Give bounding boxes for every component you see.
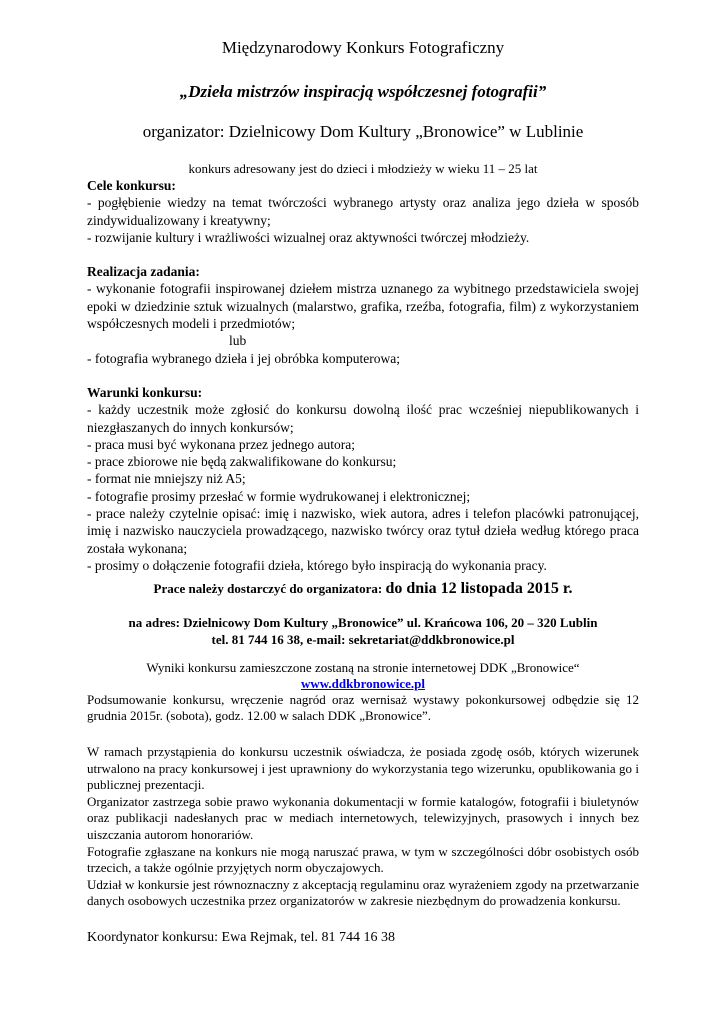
rules-block — [87, 744, 639, 910]
results-text: Wyniki konkursu zamieszczone zostaną na stronie internetowej DDK „Bronowice“ — [146, 660, 580, 675]
task-item: - wykonanie fotografii inspirowanej dziełem mistrza uznanego za wybitnego przedstawiciela swojej epoki w dziedzinie sztuk wizualnych (malarstwo, grafika, rzeźba, fotografia, film) z wykorzystaniem współczesnych modeli i przedmiotów; — [87, 281, 639, 332]
goal-item: - rozwijanie kultury i wrażliwości wizualnej oraz aktywności twórczej młodzieży. — [87, 229, 530, 245]
goal-item: - pogłębienie wiedzy na temat twórczości wybranego artysty oraz analiza jego dzieła w sposób zindywidualizowany i kreatywny; — [87, 195, 639, 228]
task-item: - fotografia wybranego dzieła i jej obróbka komputerowa; — [87, 350, 401, 366]
contact-line: tel. 81 744 16 38, e-mail: sekretariat@ddkbronowice.pl — [211, 632, 515, 647]
rule-paragraph: W ramach przystąpienia do konkursu uczestnik oświadcza, że posiada zgodę osób, których wizerunek utrwalono na pracy konkursowej i jest uprawniony do wykorzystania tego wizerunku, opublikowania go i publicznej prezentacji. — [87, 744, 639, 793]
audience-line: konkurs adresowany jest do dzieci i młodzieży w wieku 11 – 25 lat — [188, 161, 538, 176]
condition-item: - prace należy czytelnie opisać: imię i nazwisko, wiek autora, adres i telefon placówki patronującej, imię i nazwisko nauczyciela prowadzącego, nazwisko twórcy oraz tytuł dzieła według którego praca została wykonana; — [87, 506, 639, 556]
deadline-lead: Prace należy dostarczyć do organizatora: — [153, 581, 383, 596]
contest-details — [87, 177, 639, 574]
condition-item: - każdy uczestnik może zgłosić do konkursu dowolną ilość prac wcześniej niepublikowanych i niezgłaszanych do innych konkursów; — [87, 402, 639, 435]
goals-heading: Cele konkursu: — [87, 178, 176, 193]
coordinator-line: Koordynator konkursu: Ewa Rejmak, tel. 81 744 16 38 — [87, 930, 395, 945]
condition-item: - fotografie prosimy przesłać w formie wydrukowanej i elektronicznej; — [87, 488, 471, 504]
website-link[interactable]: www.ddkbronowice.pl — [300, 676, 425, 691]
condition-item: - prosimy o dołączenie fotografii dzieła, którego było inspiracją do wykonania pracy. — [87, 557, 547, 573]
address-block — [87, 614, 639, 648]
tasks-heading: Realizacja zadania: — [87, 264, 200, 280]
deadline-date: do dnia 12 listopada 2015 r. — [385, 580, 573, 597]
summary-text: Podsumowanie konkursu, wręczenie nagród oraz wernisaż wystawy pokonkursowej odbędzie się 12 grudnia 2015r. (sobota), godz. 12.00 w salach DDK „Bronowice”. — [87, 692, 639, 723]
condition-item: - prace zbiorowe nie będą zakwalifikowane do konkursu; — [87, 454, 397, 470]
document-title: Międzynarodowy Konkurs Fotograficzny — [221, 38, 505, 57]
organizer-line: organizator: Dzielnicowy Dom Kultury „Bronowice” w Lublinie — [142, 122, 584, 141]
condition-item: - praca musi być wykonana przez jednego autora; — [87, 436, 356, 452]
rule-paragraph: Organizator zastrzega sobie prawo wykonania dokumentacji w formie katalogów, fotografii i biuletynów oraz publikacji nadesłanych prac w mediach internetowych, telewizyjnych, prasowych i innych bez uiszczania autorom honorariów. — [87, 793, 639, 842]
contest-theme: „Dzieła mistrzów inspiracją współczesnej fotografii” — [179, 82, 547, 101]
conditions-heading: Warunki konkursu: — [87, 384, 203, 400]
rule-paragraph: Udział w konkursie jest równoznaczny z akceptacją regulaminu oraz wyrażeniem zgody na przetwarzanie danych osobowych uczestnika przez organizatorów w zakresie niezbędnym do prowadzenia konkursu. — [87, 876, 639, 909]
results-block — [87, 660, 639, 724]
rule-paragraph: Fotografie zgłaszane na konkurs nie mogą naruszać prawa, w tym w szczególności dóbr osobistych osób trzecich, a także ogólnie przyjętych norm obyczajowych. — [87, 843, 639, 876]
condition-item: - format nie mniejszy niż A5; — [87, 471, 246, 487]
address-line: na adres: Dzielnicowy Dom Kultury „Bronowice” ul. Krańcowa 106, 20 – 320 Lublin — [128, 615, 598, 630]
deadline-line — [87, 580, 639, 598]
task-or: lub — [229, 333, 247, 349]
